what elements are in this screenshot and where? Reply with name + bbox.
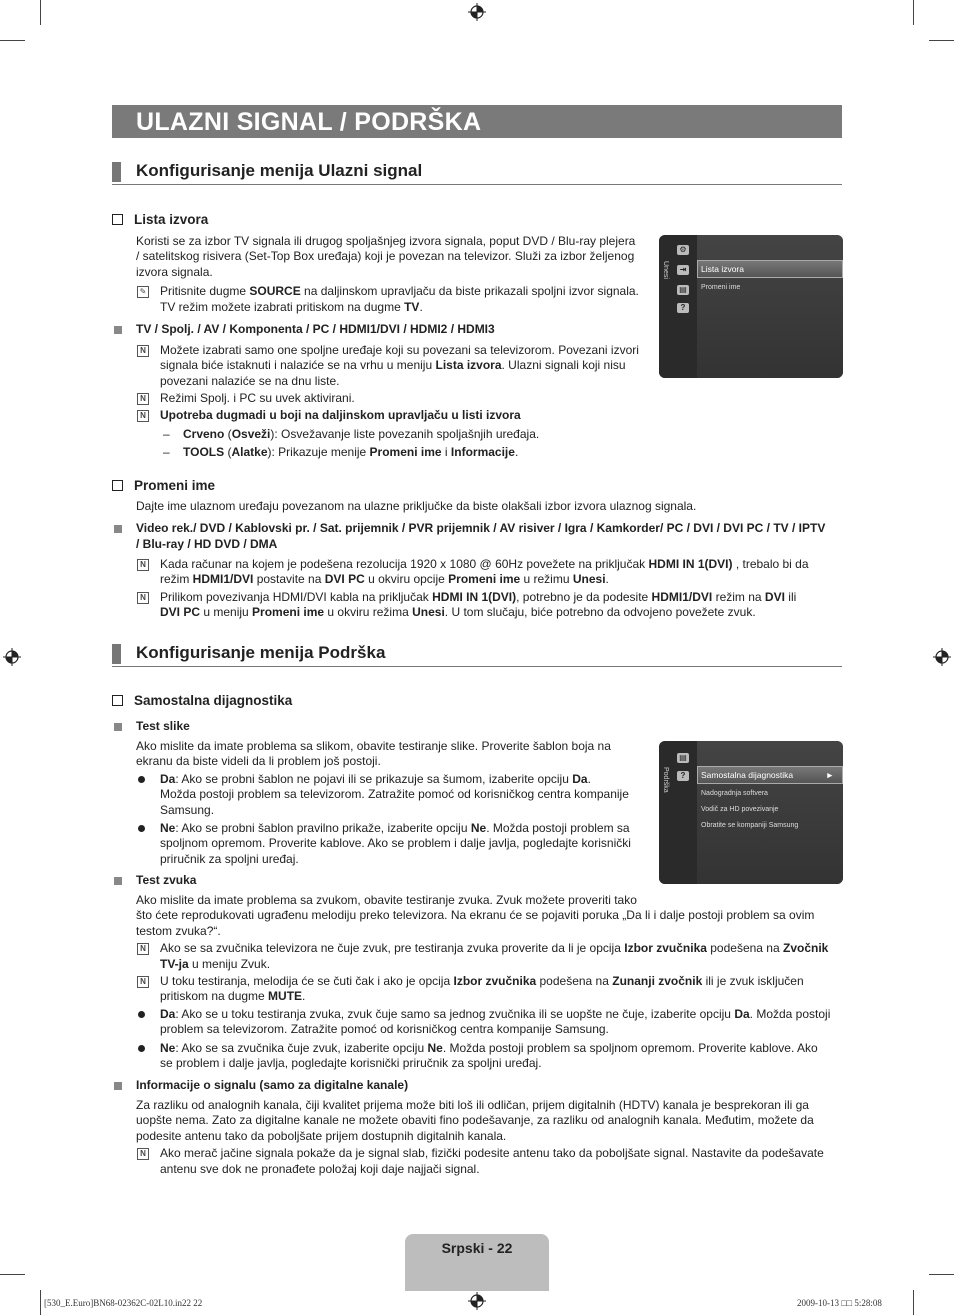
dash-line: TOOLS (Alatke): Prikazuje menije Promeni ime i Informacije. bbox=[183, 445, 519, 459]
bullet-line: / Blu-ray / HD DVD / DMA bbox=[136, 537, 278, 551]
registration-target-icon bbox=[468, 1292, 486, 1310]
checkbox-icon bbox=[112, 214, 123, 225]
note-line: povezani nalaziće se na dnu liste. bbox=[160, 374, 340, 388]
note-line: Prilikom povezivanja HDMI/DVI kabla na priključak HDMI IN 1(DVI), potrebno je da podesite HDMI1/DVI režim na DVI ili bbox=[160, 590, 797, 604]
note-line: Režimi Spolj. i PC su uvek aktivirani. bbox=[160, 391, 355, 405]
paragraph-line: Dajte ime ulaznom uređaju povezanom na ulazne priključke da biste olakšali izbor izvora ulaznog signala. bbox=[136, 499, 697, 513]
page-title: ULAZNI SIGNAL / PODRŠKA bbox=[136, 108, 482, 136]
registration-target-icon bbox=[468, 3, 486, 21]
footer-file-info: [530_E.Euro]BN68-02362C-02L10.in22 22 bbox=[44, 1298, 203, 1308]
note-icon: N bbox=[137, 393, 149, 405]
menu-item-selected[interactable]: Lista izvora bbox=[697, 260, 843, 278]
support-icon: ? bbox=[677, 303, 689, 313]
crop-mark bbox=[40, 0, 41, 25]
note-line: Pritisnite dugme SOURCE na daljinskom upravljaču da biste prikazali spoljni izvor signala. bbox=[160, 284, 639, 298]
paragraph-line: podesite antenu tako da poboljšate prijem dostupnih digitalnih kanala. bbox=[136, 1129, 507, 1143]
note-line: Ako se sa zvučnika televizora ne čuje zvuk, pre testiranja zvuka proverite da li je opcija Izbor zvučnika podešena na Zvočnik bbox=[160, 941, 829, 955]
note-line: režim HDMI1/DVI postavite na DVI PC u okviru opcije Promeni ime u režimu Unesi. bbox=[160, 572, 609, 586]
paragraph-line: izvora signala. bbox=[136, 265, 213, 279]
section-heading bbox=[112, 161, 842, 185]
round-bullet-icon bbox=[138, 1011, 145, 1018]
bullet-line: Ne: Ako se sa zvučnika čuje zvuk, izaberite opciju Ne. Možda postoji problem sa spoljnom opremom. Proverite kablove. Ako bbox=[160, 1041, 818, 1055]
bullet-line: Samsung. bbox=[160, 803, 215, 817]
square-bullet-icon bbox=[114, 877, 122, 885]
note-line: DVI PC u meniju Promeni ime u okviru režima Unesi. U tom slučaju, biće potrebno da odvojeno povežete zvuk. bbox=[160, 605, 756, 619]
paragraph-line: uopšte nema. Zato za digitalne kanale ne možete obaviti fino podešavanje, za razliku od analognih kanala. Međutim, možete da bbox=[136, 1113, 814, 1127]
note-icon: N bbox=[137, 592, 149, 604]
note-line: antenu sve dok ne pronađete položaj koji daje najjači signal. bbox=[160, 1162, 480, 1176]
dash-bullet: – bbox=[163, 445, 170, 459]
note-line: Ako merač jačine signala pokaže da je signal slab, fizički podesite antenu tako da poboljšate signal. Nastavite da podešavate bbox=[160, 1146, 824, 1160]
subsection-heading: Lista izvora bbox=[112, 212, 208, 228]
paragraph-line: / satelitskog risivera (Set-Top Box uređaja) koji je povezan na televizor. Služi za izbor željenog bbox=[136, 249, 635, 263]
note-line: TV režim možete izabrati pritiskom na dugme TV. bbox=[160, 300, 423, 314]
crop-mark bbox=[0, 40, 25, 41]
application-icon: ▤ bbox=[677, 285, 689, 295]
round-bullet-icon bbox=[138, 776, 145, 783]
bullet-line: Test slike bbox=[136, 719, 190, 733]
note-line: Možete izabrati samo one spoljne uređaje koji su povezani sa televizorom. Povezani izvori bbox=[160, 343, 639, 357]
application-icon: ▤ bbox=[677, 753, 689, 763]
crop-mark bbox=[913, 1290, 914, 1315]
tv-menu-screenshot-support bbox=[659, 741, 843, 884]
bullet-line: Ne: Ako se probni šablon pravilno prikaže, izaberite opciju Ne. Možda postoji problem sa bbox=[160, 821, 630, 835]
page-title-bar bbox=[112, 105, 842, 138]
square-bullet-icon bbox=[114, 723, 122, 731]
note-icon: N bbox=[137, 559, 149, 571]
tv-menu-screenshot-input bbox=[659, 235, 843, 378]
paragraph-line: Za razliku od analognih kanala, čiji kvalitet prijema može biti loš ili odličan, prijem digitalnih (HDTV) kanala je besprekoran ili ga bbox=[136, 1098, 809, 1112]
note-line: Kada računar na kojem je podešena rezolucija 1920 x 1080 @ 60Hz povežete na priključak HDMI IN 1(DVI) , trebalo bi da bbox=[160, 557, 809, 571]
crop-mark bbox=[0, 1274, 25, 1275]
note-line: signala biće istaknuti i nalaziće se na vrhu u meniju Lista izvora. Ulazni signali koji nisu bbox=[160, 358, 626, 372]
paragraph-line: Koristi se za izbor TV signala ili drugog spoljašnjeg izvora signala, poput DVD / Blu-ray plejera bbox=[136, 234, 636, 248]
page-number-tab bbox=[405, 1234, 549, 1291]
checkbox-icon bbox=[112, 480, 123, 491]
note-line: Upotreba dugmadi u boji na daljinskom upravljaču u listi izvora bbox=[160, 408, 521, 422]
settings-icon: ⚙ bbox=[677, 245, 689, 255]
paragraph-line: što ćete reprodukovati ugrađenu melodiju preko televizora. Na ekranu će se pojaviti poruka „Da li i dalje postoji problem sa ovim bbox=[136, 908, 815, 922]
menu-vertical-label: Unesi bbox=[662, 261, 669, 279]
registration-target-icon bbox=[3, 648, 21, 666]
section-title: Konfigurisanje menija Podrška bbox=[136, 643, 386, 662]
note-icon: N bbox=[137, 410, 149, 422]
note-icon: N bbox=[137, 976, 149, 988]
page-number: Srpski - 22 bbox=[441, 1240, 513, 1256]
section-title: Konfigurisanje menija Ulazni signal bbox=[136, 161, 423, 180]
bullet-line: se problem i dalje javlja, pogledajte korisnički priručnik za spoljni uređaj. bbox=[160, 1056, 542, 1070]
menu-item[interactable]: Nadogradnja softvera bbox=[701, 790, 768, 797]
bullet-line: priručnik za spoljni uređaj. bbox=[160, 852, 299, 866]
paragraph-line: testom zvuka?“. bbox=[136, 924, 221, 938]
bullet-line: Možda postoji problem sa televizorom. Zatražite pomoć od korisničkog centra kompanije bbox=[160, 787, 629, 801]
crop-mark bbox=[929, 40, 954, 41]
paragraph-line: ekranu da biste videli da li problem još postoji. bbox=[136, 754, 381, 768]
note-icon: N bbox=[137, 943, 149, 955]
menu-item[interactable]: Obratite se kompaniji Samsung bbox=[701, 822, 799, 829]
arrow-right-icon: ► bbox=[825, 770, 834, 780]
paragraph-line: Ako mislite da imate problema sa zvukom, obavite testiranje zvuka. Zvuk možete proveriti tako bbox=[136, 893, 637, 907]
square-bullet-icon bbox=[114, 1082, 122, 1090]
subsection-heading: Samostalna dijagnostika bbox=[112, 693, 292, 709]
bullet-line: spoljnom opremom. Proverite kablove. Ako se problem i dalje javlja, pogledajte korisnički bbox=[160, 836, 631, 850]
bullet-line: Da: Ako se probni šablon ne pojavi ili se prikazuje sa šumom, izaberite opciju Da. bbox=[160, 772, 591, 786]
menu-item-selected[interactable]: Samostalna dijagnostika ► bbox=[697, 766, 843, 784]
remote-note-icon: ✎ bbox=[137, 286, 149, 298]
paragraph-line: Ako mislite da imate problema sa slikom, obavite testiranje slike. Proverite šablon boja na bbox=[136, 739, 611, 753]
registration-target-icon bbox=[933, 648, 951, 666]
support-icon: ? bbox=[677, 771, 689, 781]
crop-mark bbox=[929, 1274, 954, 1275]
note-line: TV-ja u meniju Zvuk. bbox=[160, 957, 271, 971]
menu-item[interactable]: Vodič za HD povezivanje bbox=[701, 806, 779, 813]
menu-item[interactable]: Promeni ime bbox=[701, 284, 741, 291]
bullet-line: TV / Spolj. / AV / Komponenta / PC / HDMI1/DVI / HDMI2 / HDMI3 bbox=[136, 322, 495, 336]
subsection-heading: Promeni ime bbox=[112, 478, 215, 494]
round-bullet-icon bbox=[138, 1045, 145, 1052]
note-icon: N bbox=[137, 1148, 149, 1160]
section-marker bbox=[112, 644, 121, 664]
square-bullet-icon bbox=[114, 525, 122, 533]
crop-mark bbox=[40, 1290, 41, 1315]
dash-line: Crveno (Osveži): Osvežavanje liste povezanih spoljašnjih uređaja. bbox=[183, 427, 540, 441]
bullet-line: Da: Ako se u toku testiranja zvuka, zvuk čuje samo sa jednog zvučnika ili se uopšte ne čuje, izaberite opciju Da. Možda postoji bbox=[160, 1007, 831, 1021]
menu-panel bbox=[697, 235, 843, 378]
dash-bullet: – bbox=[163, 427, 170, 441]
note-line: U toku testiranja, melodija će se čuti čak i ako je opcija Izbor zvučnika podešena na Zunanji zvočnik ili je zvuk isključen bbox=[160, 974, 804, 988]
note-line: pritiskom na dugme MUTE. bbox=[160, 989, 306, 1003]
round-bullet-icon bbox=[138, 825, 145, 832]
bullet-line: Video rek./ DVD / Kablovski pr. / Sat. prijemnik / PVR prijemnik / AV risiver / Igra / Kamkorder/ PC / DVI / DVI PC / TV / IPTV bbox=[136, 521, 826, 535]
section-marker bbox=[112, 162, 121, 182]
checkbox-icon bbox=[112, 695, 123, 706]
input-icon: ⇥ bbox=[677, 265, 689, 275]
bullet-line: Test zvuka bbox=[136, 873, 197, 887]
footer-timestamp: 2009-10-13 □□ 5:28:08 bbox=[797, 1298, 882, 1308]
square-bullet-icon bbox=[114, 326, 122, 334]
note-icon: N bbox=[137, 345, 149, 357]
bullet-line: problem sa televizorom. Zatražite pomoć od korisničkog centra kompanije Samsung. bbox=[160, 1022, 609, 1036]
bullet-line: Informacije o signalu (samo za digitalne kanale) bbox=[136, 1078, 409, 1092]
menu-vertical-label: Podrška bbox=[662, 767, 669, 793]
crop-mark bbox=[913, 0, 914, 25]
section-heading bbox=[112, 643, 842, 667]
